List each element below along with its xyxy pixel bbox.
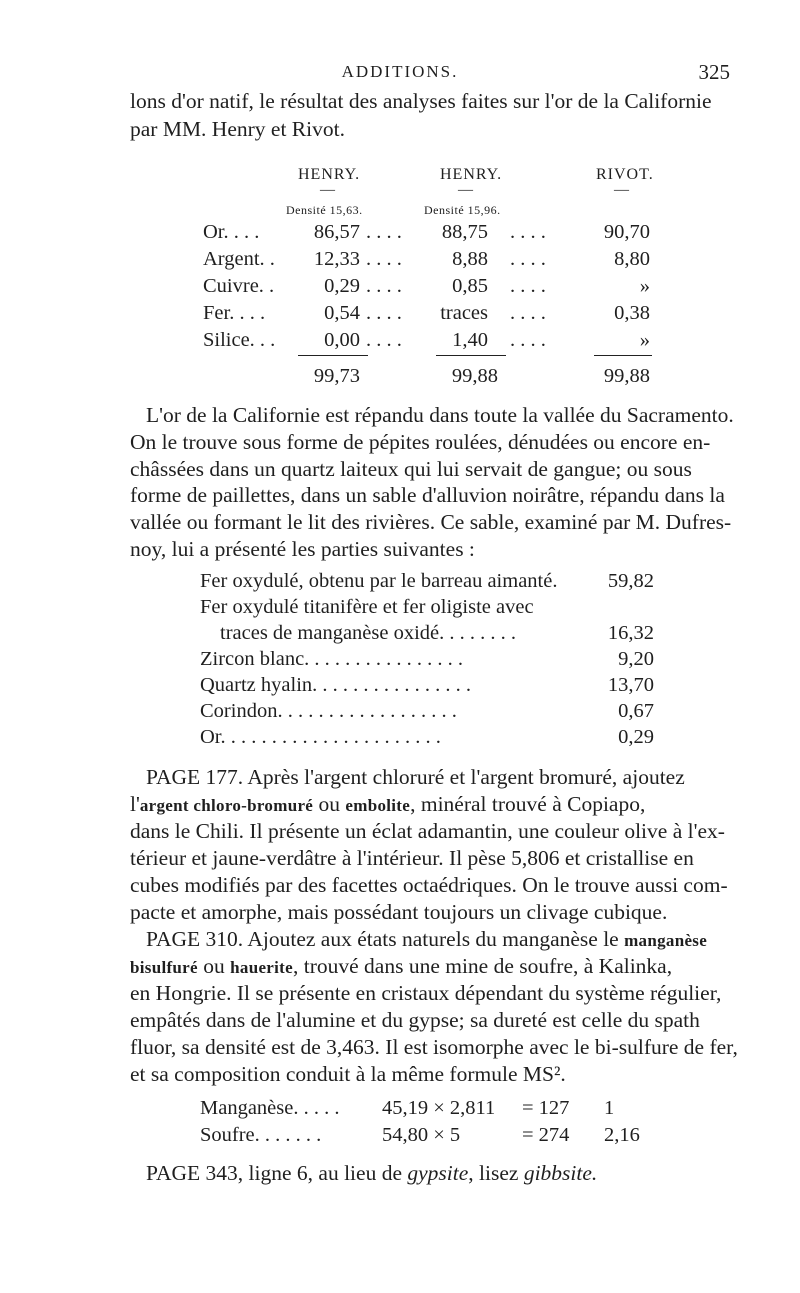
row-value: 0,85 <box>452 275 488 297</box>
sand-label: Zircon blanc. . . . . . . . . . . . . . . . <box>200 648 464 670</box>
page177-line-2 <box>130 791 645 819</box>
total-value: 99,73 <box>313 365 360 387</box>
page310-line-1 <box>146 926 707 954</box>
row-label: Argent. . <box>203 248 275 270</box>
total-value: 99,88 <box>603 365 650 387</box>
text-run: ligne 6, au lieu de <box>243 1161 408 1185</box>
row-leader: . . . . <box>366 248 402 270</box>
mineral-name: bisulfuré <box>130 958 198 977</box>
row-value: 8,88 <box>452 248 488 270</box>
total-rule <box>594 355 652 356</box>
formula-label: Soufre. . . . . . . <box>200 1124 322 1146</box>
text-run: Ajoutez aux états naturels du manganèse le <box>247 927 625 951</box>
row-value: 1,40 <box>452 329 488 351</box>
sand-value: 0,67 <box>618 700 654 722</box>
column-dash: — <box>458 182 473 198</box>
paragraph-line: On le trouve sous forme de pépites roulées, dénudées ou encore en- <box>130 430 711 454</box>
row-leader: . . . . <box>366 302 402 324</box>
paragraph-line: en Hongrie. Il se présente en cristaux dépendant du système régulier, <box>130 981 722 1005</box>
sand-label: Or. . . . . . . . . . . . . . . . . . . . . . <box>200 726 441 748</box>
italic-term: gypsite <box>407 1161 469 1185</box>
column-header: HENRY. <box>298 166 361 183</box>
paragraph-line: fluor, sa densité est de 3,463. Il est isomorphe avec le bi-sulfure de fer, <box>130 1035 738 1059</box>
text-run: Après l'argent chloruré et l'argent bromuré, ajoutez <box>247 765 685 789</box>
paragraph-line: noy, lui a présenté les parties suivantes : <box>130 537 475 561</box>
text-run: l' <box>130 792 140 816</box>
text-run: ou <box>197 954 231 978</box>
total-rule <box>436 355 506 356</box>
row-value: 8,80 <box>614 248 650 270</box>
page177-line-1 <box>146 764 685 791</box>
sand-value: 9,20 <box>618 648 654 670</box>
text-run: ou <box>313 792 346 816</box>
row-value: 88,75 <box>441 221 488 243</box>
row-value: 12,33 <box>313 248 360 270</box>
intro-line-2: par MM. Henry et Rivot. <box>130 117 345 141</box>
text-run: , trouvé dans une mine de soufre, à Kalinka, <box>292 954 673 978</box>
row-value: 0,00 <box>324 329 360 351</box>
mineral-name: hauerite <box>230 958 293 977</box>
sand-label: traces de manganèse oxidé. . . . . . . . <box>220 622 517 644</box>
formula-result: = 127 <box>522 1097 570 1119</box>
formula-ratio: 1 <box>604 1097 615 1119</box>
row-leader: . . . . <box>366 221 402 243</box>
row-value: 0,29 <box>324 275 360 297</box>
row-label: Silice. . . <box>203 329 276 351</box>
row-leader: . . . . <box>510 302 546 324</box>
page-reference: PAGE 310. <box>146 927 244 951</box>
sand-label: Corindon. . . . . . . . . . . . . . . . . . <box>200 700 457 722</box>
paragraph-line: dans le Chili. Il présente un éclat adamantin, une couleur olive à l'ex- <box>130 819 725 843</box>
density-note: Densité 15,63. <box>286 203 363 217</box>
column-dash: — <box>320 182 335 198</box>
row-value: traces <box>440 302 488 324</box>
sand-value: 13,70 <box>607 674 654 696</box>
row-leader: . . . . <box>366 329 402 351</box>
density-note: Densité 15,96. <box>424 203 501 217</box>
column-header: HENRY. <box>440 166 503 183</box>
paragraph-line: empâtés dans de l'alumine et du gypse; sa dureté est celle du spath <box>130 1008 700 1032</box>
row-label: Cuivre. . <box>203 275 275 297</box>
formula-ratio: 2,16 <box>604 1124 640 1146</box>
page-reference: PAGE 343, <box>146 1161 244 1185</box>
row-leader: . . . . <box>510 221 546 243</box>
page310-line-2 <box>130 953 672 981</box>
intro-line-1: lons d'or natif, le résultat des analyses faites sur l'or de la Californie <box>130 89 712 113</box>
row-value: 90,70 <box>603 221 650 243</box>
paragraph-line: cubes modifiés par des facettes octaédriques. On le trouve aussi com- <box>130 873 728 897</box>
paragraph-line: pacte et amorphe, mais possédant toujours un clivage cubique. <box>130 900 668 924</box>
row-leader: . . . . <box>510 329 546 351</box>
formula-result: = 274 <box>522 1124 570 1146</box>
sand-value: 59,82 <box>607 570 654 592</box>
sand-value: 16,32 <box>607 622 654 644</box>
paragraph-line: térieur et jaune-verdâtre à l'intérieur. Il pèse 5,806 et cristallise en <box>130 846 694 870</box>
row-value: » <box>639 275 650 297</box>
total-rule <box>298 355 368 356</box>
text-run: , minéral trouvé à Copiapo, <box>410 792 646 816</box>
row-value: 86,57 <box>313 221 360 243</box>
paragraph-line: vallée ou formant le lit des rivières. Ce sable, examiné par M. Dufres- <box>130 510 732 534</box>
paragraph-line: et sa composition conduit à la même formule MS². <box>130 1062 566 1086</box>
row-value: 0,38 <box>614 302 650 324</box>
total-value: 99,88 <box>451 365 498 387</box>
column-header: RIVOT. <box>596 166 654 183</box>
mineral-name: argent chloro-bromuré <box>139 796 314 815</box>
row-label: Or. . . . <box>203 221 260 243</box>
formula-label: Manganèse. . . . . <box>200 1097 340 1119</box>
paragraph-line: châssées dans un quartz laiteux qui lui servait de gangue; ou sous <box>130 457 692 481</box>
row-label: Fer. . . . <box>203 302 266 324</box>
row-value: 0,54 <box>324 302 360 324</box>
mineral-name: manganèse <box>624 931 708 950</box>
formula-calc: 45,19 × 2,811 <box>382 1097 496 1119</box>
row-value: » <box>639 329 650 351</box>
sand-value: 0,29 <box>618 726 654 748</box>
row-leader: . . . . <box>510 275 546 297</box>
italic-term: gibbsite. <box>523 1161 598 1185</box>
page-number: 325 <box>698 60 730 84</box>
sand-label: Fer oxydulé titanifère et fer oligiste avec <box>200 596 534 618</box>
page-reference: PAGE 177. <box>146 765 244 789</box>
sand-label: Quartz hyalin. . . . . . . . . . . . . . . . <box>200 674 472 696</box>
row-leader: . . . . <box>510 248 546 270</box>
mineral-name: embolite <box>345 796 411 815</box>
column-dash: — <box>614 182 629 198</box>
running-header: ADDITIONS. <box>341 62 459 81</box>
paragraph-line: L'or de la Californie est répandu dans toute la vallée du Sacramento. <box>146 403 734 427</box>
formula-calc: 54,80 × 5 <box>382 1124 461 1146</box>
text-run: , lisez <box>468 1161 524 1185</box>
row-leader: . . . . <box>366 275 402 297</box>
paragraph-line: forme de paillettes, dans un sable d'alluvion noirâtre, répandu dans la <box>130 483 725 507</box>
sand-label: Fer oxydulé, obtenu par le barreau aimanté. <box>200 570 558 592</box>
page343-line <box>146 1160 597 1187</box>
